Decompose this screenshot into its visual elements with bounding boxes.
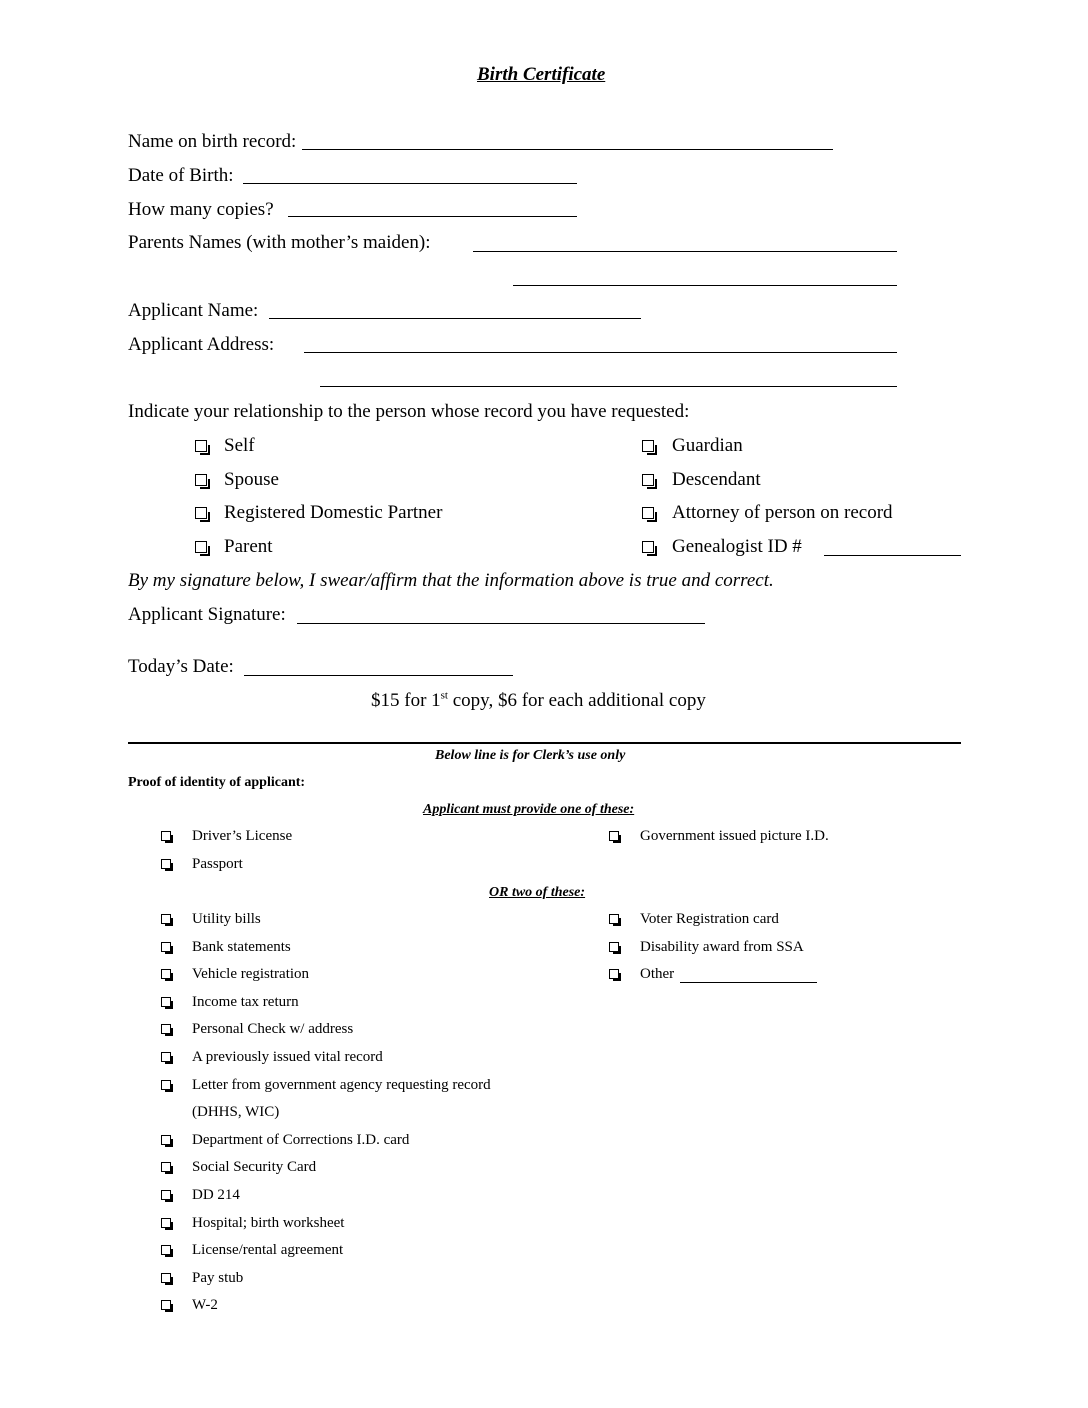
signature-field[interactable] — [297, 623, 705, 624]
option-spouse-label: Spouse — [224, 469, 279, 490]
w2-label: W-2 — [192, 1297, 218, 1313]
proof-heading: Proof of identity of applicant: — [128, 775, 306, 790]
social-security-label: Social Security Card — [192, 1159, 317, 1175]
applicant-address-field-2[interactable] — [320, 386, 897, 387]
applicant-name-field[interactable] — [269, 318, 641, 319]
checkbox-rental-agreement[interactable] — [161, 1245, 171, 1255]
option-genealogist-label: Genealogist ID # — [672, 536, 802, 557]
clerk-use-note: Below line is for Clerk’s use only — [435, 748, 626, 763]
copies-label: How many copies? — [128, 199, 274, 220]
checkbox-hospital-worksheet[interactable] — [161, 1218, 171, 1228]
checkbox-parent[interactable] — [195, 541, 207, 553]
checkbox-spouse[interactable] — [195, 474, 207, 486]
copies-field[interactable] — [288, 216, 577, 217]
checkbox-personal-check[interactable] — [161, 1024, 171, 1034]
checkbox-drivers-license[interactable] — [161, 831, 171, 841]
option-guardian-label: Guardian — [672, 435, 743, 456]
checkbox-utility-bills[interactable] — [161, 914, 171, 924]
date-of-birth-label: Date of Birth: — [128, 165, 234, 186]
voter-registration-label: Voter Registration card — [640, 911, 779, 927]
relationship-prompt: Indicate your relationship to the person whose record you have requested: — [128, 401, 690, 422]
agency-letter-note: (DHHS, WIC) — [192, 1104, 280, 1120]
checkbox-social-security[interactable] — [161, 1162, 171, 1172]
other-field[interactable] — [680, 982, 817, 983]
name-on-record-label: Name on birth record: — [128, 131, 297, 152]
government-id-label: Government issued picture I.D. — [640, 828, 829, 844]
personal-check-label: Personal Check w/ address — [192, 1021, 354, 1037]
checkbox-government-id[interactable] — [609, 831, 619, 841]
checkbox-domestic-partner[interactable] — [195, 507, 207, 519]
option-parent-label: Parent — [224, 536, 273, 557]
agency-letter-label: Letter from government agency requesting record — [192, 1077, 491, 1093]
todays-date-label: Today’s Date: — [128, 656, 234, 677]
signature-label: Applicant Signature: — [128, 604, 286, 625]
applicant-name-label: Applicant Name: — [128, 300, 259, 321]
checkbox-vehicle-registration[interactable] — [161, 969, 171, 979]
income-tax-return-label: Income tax return — [192, 994, 299, 1010]
genealogist-id-field[interactable] — [824, 555, 961, 556]
one-of-heading: Applicant must provide one of these: — [423, 802, 635, 817]
pay-stub-label: Pay stub — [192, 1270, 244, 1286]
checkbox-genealogist[interactable] — [642, 541, 654, 553]
rental-agreement-label: License/rental agreement — [192, 1242, 344, 1258]
checkbox-w2[interactable] — [161, 1300, 171, 1310]
checkbox-self[interactable] — [195, 440, 207, 452]
vital-record-label: A previously issued vital record — [192, 1049, 383, 1065]
option-self-label: Self — [224, 435, 255, 456]
page-title: Birth Certificate — [477, 64, 606, 85]
checkbox-agency-letter[interactable] — [161, 1080, 171, 1090]
option-attorney-label: Attorney of person on record — [672, 502, 893, 523]
other-label: Other — [640, 966, 675, 982]
checkbox-disability-award[interactable] — [609, 942, 619, 952]
option-descendant-label: Descendant — [672, 469, 761, 490]
todays-date-field[interactable] — [244, 675, 513, 676]
date-of-birth-field[interactable] — [243, 183, 577, 184]
checkbox-pay-stub[interactable] — [161, 1273, 171, 1283]
utility-bills-label: Utility bills — [192, 911, 261, 927]
checkbox-voter-registration[interactable] — [609, 914, 619, 924]
vehicle-registration-label: Vehicle registration — [192, 966, 310, 982]
checkbox-bank-statements[interactable] — [161, 942, 171, 952]
parents-names-label: Parents Names (with mother’s maiden): — [128, 232, 431, 253]
two-of-heading: OR two of these: — [489, 885, 586, 900]
applicant-address-field-1[interactable] — [304, 352, 897, 353]
drivers-license-label: Driver’s License — [192, 828, 293, 844]
option-domestic-partner-label: Registered Domestic Partner — [224, 502, 443, 523]
disability-award-label: Disability award from SSA — [640, 939, 804, 955]
fee-text: $15 for 1st copy, $6 for each additional copy — [371, 689, 706, 711]
checkbox-other[interactable] — [609, 969, 619, 979]
applicant-address-label: Applicant Address: — [128, 334, 275, 355]
bank-statements-label: Bank statements — [192, 939, 291, 955]
hospital-worksheet-label: Hospital; birth worksheet — [192, 1215, 345, 1231]
parents-names-field-1[interactable] — [473, 251, 897, 252]
checkbox-passport[interactable] — [161, 859, 171, 869]
checkbox-attorney[interactable] — [642, 507, 654, 519]
checkbox-income-tax-return[interactable] — [161, 997, 171, 1007]
checkbox-guardian[interactable] — [642, 440, 654, 452]
name-on-record-field[interactable] — [302, 149, 833, 150]
corrections-id-label: Department of Corrections I.D. card — [192, 1132, 410, 1148]
parents-names-field-2[interactable] — [513, 285, 897, 286]
checkbox-descendant[interactable] — [642, 474, 654, 486]
passport-label: Passport — [192, 856, 243, 872]
checkbox-dd214[interactable] — [161, 1190, 171, 1200]
checkbox-vital-record[interactable] — [161, 1052, 171, 1062]
checkbox-corrections-id[interactable] — [161, 1135, 171, 1145]
clerk-divider — [128, 742, 961, 744]
affirmation-text: By my signature below, I swear/affirm that the information above is true and correct. — [128, 570, 774, 591]
dd214-label: DD 214 — [192, 1187, 240, 1203]
